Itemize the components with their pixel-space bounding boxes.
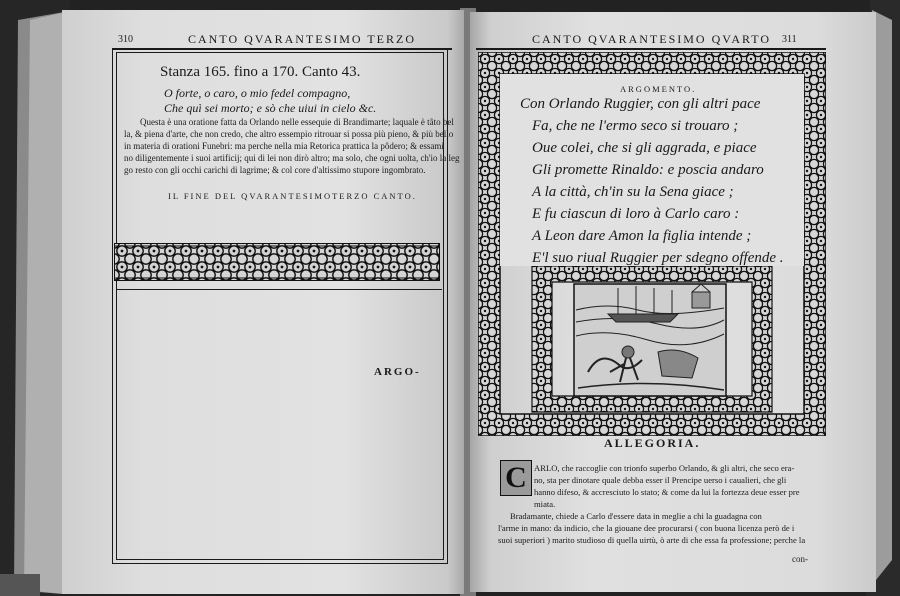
allegoria-line: Bradamante, chiede a Carlo d'essere data in meglie a chi la guadagna con [510,511,762,521]
argomento-line: Con Orlando Ruggier, con gli altri pace [520,96,761,112]
left-page-number: 310 [118,34,133,45]
argomento-line: Gli promette Rinaldo: e poscia andaro [532,162,764,178]
ornamental-band [114,243,440,281]
table-corner [0,574,40,596]
argomento-line: E'l suo riual Ruggier per sdegno offende . [532,250,784,266]
verse-line: O forte, o caro, o mio fedel compagno, [164,86,351,100]
verse-line: Che quì sei morto; e sò che uiui in cielo &c. [164,101,377,115]
commentary-line: no diligentemente i suoi artificij; qui di lei non dirò altro; ma solo, che ogni uolta, ch'io la leg [124,153,460,163]
right-page-number: 311 [782,34,797,45]
right-catchword: con- [792,554,808,564]
allegoria-line: no, sta per dinotare quale debba esser il Prencipe uerso i caualieri, che gli [534,475,787,485]
allegoria-title: ALLEGORIA. [604,436,701,450]
commentary-line: la, & piena d'arte, che non credo, che altro essempio ritrouar si possa più pieno, & più bello [124,129,454,139]
drop-cap: C [505,461,527,494]
allegoria-line: miata. [534,499,556,509]
right-running-head: CANTO QVARANTESIMO QVARTO [532,32,772,46]
head-rule [476,48,826,50]
argomento-line: A la città, ch'in su la Sena giace ; [532,184,734,200]
left-running-head: CANTO QVARANTESIMO TERZO [188,32,417,46]
argomento-line: E fu ciascun di loro à Carlo caro : [532,206,740,222]
allegoria-line: l'arme in mano: da indicio, che la giouane dee procurarsi ( con buona licenza però de i [498,523,795,533]
allegoria-line: suoi superiori ) marito studioso di quella uirtù, ò arte di che essa fa professione; perche la [498,535,806,545]
stanza-title: Stanza 165. fino a 170. Canto 43. [160,64,361,80]
argomento-line: A Leon dare Amon la figlia intende ; [532,228,752,244]
allegoria-line: hanno difeso, & accresciuto lo stato; & come da lui la fortezza deue esser pre [534,487,800,497]
drop-cap-box [500,460,532,496]
commentary-line: in materia di orationi Funebri: ma perche nella mia Retorica prattica la pôdero; & essami [124,141,444,151]
left-catchword: ARGO- [374,366,421,378]
argomento-title: ARGOMENTO. [620,84,697,94]
commentary-line: go resto con gli occhi carichi di lagrime; & col core d'altissimo stupore ingombrato. [124,165,426,175]
argomento-line: Oue colei, che si gli aggrada, e piace [532,140,757,156]
band-underline [116,289,442,290]
allegoria-line: ARLO, che raccoglie con trionfo superbo Orlando, & gli altri, che seco era- [534,463,795,473]
argomento-line: Fa, che ne l'ermo seco si trouaro ; [532,118,739,134]
commentary-line: Questa è una oratione fatta da Orlando nelle essequie di Brandimarte; laquale è tãto bel [140,117,454,127]
right-page [470,12,876,592]
left-page [62,10,464,594]
end-of-canto-line: IL FINE DEL QVARANTESIMOTERZO CANTO. [168,191,417,201]
